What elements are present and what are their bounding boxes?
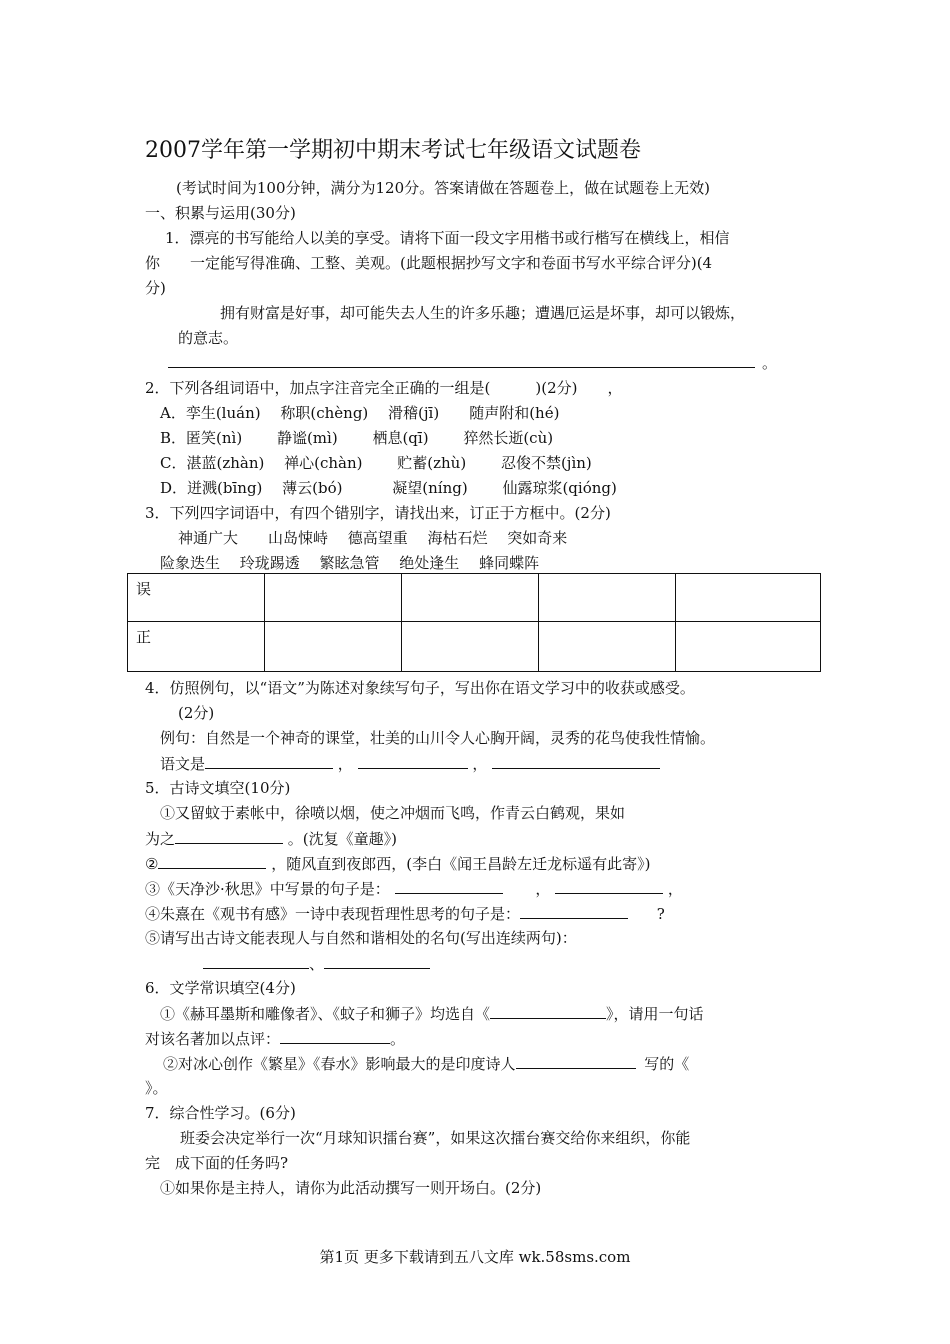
text: 。(沈复《童趣》) xyxy=(287,830,398,848)
q3-words-row1: 神通广大 山岛悚峙 德高望重 海枯石烂 突如奇来 xyxy=(178,529,568,547)
text: 对该名著加以点评： xyxy=(145,1030,281,1048)
q4-example: 例句：自然是一个神奇的课堂，壮美的山川令人心胸开阔，灵秀的花鸟使我性情愉。 xyxy=(160,729,716,747)
blank[interactable] xyxy=(520,903,628,919)
section-heading: 一、积累与运用(30分) xyxy=(145,204,296,222)
blank[interactable] xyxy=(490,1003,606,1019)
blank[interactable] xyxy=(395,878,503,894)
blank[interactable] xyxy=(358,753,468,769)
answer-cell[interactable] xyxy=(539,622,676,672)
answer-cell[interactable] xyxy=(539,574,676,622)
blank[interactable] xyxy=(158,853,266,869)
row-label-right: 正 xyxy=(128,622,265,672)
answer-cell[interactable] xyxy=(676,622,821,672)
blank[interactable] xyxy=(205,753,333,769)
q6-item2 xyxy=(163,1053,689,1074)
q2-option-d: D．迸溅(bīng) 薄云(bó) 凝望(níng) 仙露琼浆(qióng) xyxy=(160,479,617,497)
q3-words-row2: 险象迭生 玲珑踢透 繁眩急管 绝处逢生 蜂同蝶阵 xyxy=(160,554,540,572)
q1-answer-line[interactable] xyxy=(168,367,755,368)
blank[interactable] xyxy=(492,753,660,769)
text: ， xyxy=(535,880,551,898)
text: 。 xyxy=(390,1030,406,1048)
text: ? xyxy=(656,905,665,923)
q4-score: (2分) xyxy=(178,704,215,722)
q6-item2-cont: 》。 xyxy=(145,1079,168,1097)
q4-prefix: 语文是 xyxy=(160,755,206,773)
comma: ， xyxy=(337,755,353,773)
q2-stem: 2．下列各组词语中，加点字注音完全正确的一组是( )(2分) ， xyxy=(145,379,623,397)
text: 、 xyxy=(309,955,325,973)
q1-line3: 分) xyxy=(145,279,166,297)
q7-stem: 7．综合性学习。(6分) xyxy=(145,1104,296,1122)
comma: ， xyxy=(472,755,488,773)
q2-option-a: A．孪生(luán) 称职(chèng) 滑稽(jī) 随声附和(hé) xyxy=(160,404,560,422)
row-label-wrong: 误 xyxy=(128,574,265,622)
q1-line1: 1．漂亮的书写能给人以美的享受。请将下面一段文字用楷书或行楷写在横线上，相信 xyxy=(165,229,730,247)
text: 写的《 xyxy=(644,1055,690,1073)
q2-option-c: C．湛蓝(zhàn) 禅心(chàn) 贮蓄(zhù) 忍俊不禁(jìn) xyxy=(160,454,592,472)
q5-item4 xyxy=(145,903,665,924)
blank[interactable] xyxy=(555,878,663,894)
blank[interactable] xyxy=(175,828,283,844)
q1-end-mark: 。 xyxy=(762,354,778,372)
q7-paragraph: 班委会决定举行一次“月球知识擂台赛”，如果这次擂台赛交给你来组织，你能 xyxy=(180,1129,691,1147)
q2-option-b: B．匿笑(nì) 静谧(mì) 栖息(qī) 猝然长逝(cù) xyxy=(160,429,554,447)
text: ，随风直到夜郎西，(李白《闻王昌龄左迁龙标遥有此寄》) xyxy=(271,855,651,873)
q5-item5-blanks xyxy=(203,953,430,974)
q5-item5: ⑤请写出古诗文能表现人与自然和谐相处的名句(写出连续两句)： xyxy=(145,929,577,947)
q3-stem: 3．下列四字词语中，有四个错别字，请找出来，订正于方框中。(2分) xyxy=(145,504,611,522)
text: 为之 xyxy=(145,830,176,848)
page-footer: 第1页 更多下载请到五八文库 wk.58sms.com xyxy=(319,1248,631,1266)
text: ③《天净沙·秋思》中写景的句子是： xyxy=(145,880,390,898)
text: ②对冰心创作《繁星》《春水》影响最大的是印度诗人 xyxy=(163,1055,516,1073)
q5-stem: 5．古诗文填空(10分) xyxy=(145,779,291,797)
text: ， xyxy=(667,880,683,898)
q1-passage: 拥有财富是好事，却可能失去人生的许多乐趣；遭遇厄运是坏事，却可以锻炼， xyxy=(220,304,746,322)
q4-stem: 4．仿照例句，以“语文”为陈述对象续写句子，写出你在语文学习中的收获或感受。 xyxy=(145,679,695,697)
q6-item1 xyxy=(160,1003,704,1024)
blank[interactable] xyxy=(516,1053,636,1069)
q5-item1-cont xyxy=(145,828,397,849)
text: ② xyxy=(145,855,159,873)
exam-note: (考试时间为100分钟，满分为120分。答案请做在答题卷上，做在试题卷上无效) xyxy=(176,179,710,197)
q6-item1-cont xyxy=(145,1028,405,1049)
blank[interactable] xyxy=(203,953,309,969)
text: ④朱熹在《观书有感》一诗中表现哲理性思考的句子是： xyxy=(145,905,521,923)
q1-passage-cont: 的意志。 xyxy=(178,329,239,347)
q5-item1: ①又留蚊于素帐中，徐喷以烟，使之冲烟而飞鸣，作青云白鹤观，果如 xyxy=(160,804,626,822)
q5-item3 xyxy=(145,878,683,899)
page-title: 2007学年第一学期初中期末考试七年级语文试题卷 xyxy=(145,138,641,163)
correction-table xyxy=(127,573,821,672)
blank[interactable] xyxy=(280,1028,390,1044)
answer-cell[interactable] xyxy=(402,622,539,672)
q6-stem: 6．文学常识填空(4分) xyxy=(145,979,296,997)
q7-item1: ①如果你是主持人，请你为此活动撰写一则开场白。(2分) xyxy=(160,1179,542,1197)
answer-cell[interactable] xyxy=(265,574,402,622)
q7-paragraph-cont: 完 成下面的任务吗? xyxy=(145,1154,289,1172)
q5-item2 xyxy=(145,853,650,874)
answer-cell[interactable] xyxy=(402,574,539,622)
answer-cell[interactable] xyxy=(265,622,402,672)
blank[interactable] xyxy=(324,953,430,969)
q4-answer xyxy=(160,753,660,774)
answer-cell[interactable] xyxy=(676,574,821,622)
q1-line2: 你 一定能写得准确、工整、美观。(此题根据抄写文字和卷面书写水平综合评分)(4 xyxy=(145,254,713,272)
text: 》，请用一句话 xyxy=(606,1005,704,1023)
text: ①《赫耳墨斯和雕像者》、《蚊子和狮子》均选自《 xyxy=(160,1005,491,1023)
